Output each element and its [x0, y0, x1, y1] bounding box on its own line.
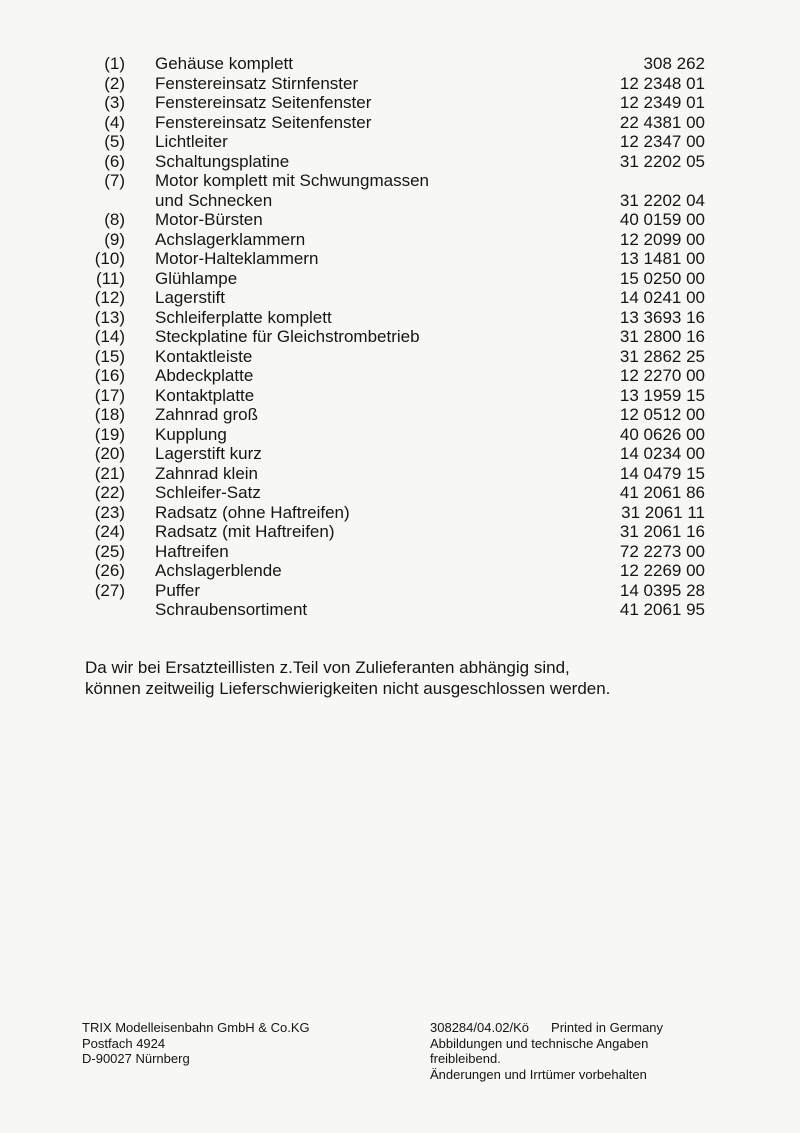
parts-row [0, 386, 800, 406]
parts-row [0, 132, 800, 152]
part-number: (21) [94, 463, 125, 483]
part-number: (17) [94, 385, 125, 405]
article-number: 31 2862 25 [619, 346, 705, 366]
article-number: 14 0479 15 [619, 463, 705, 483]
parts-row [0, 347, 800, 367]
company-address [82, 1020, 310, 1067]
parts-row [0, 366, 800, 386]
disclaimer-line-1: Abbildungen und technische Angaben [430, 1035, 649, 1051]
part-number: (5) [104, 132, 125, 151]
part-name: Lagerstift kurz [155, 444, 262, 463]
article-number: 41 2061 95 [619, 600, 705, 619]
part-name: Fenstereinsatz Stirnfenster [155, 73, 359, 93]
part-number: (12) [94, 288, 125, 307]
part-number: (3) [104, 93, 125, 112]
parts-row [0, 113, 800, 133]
part-number: (14) [94, 327, 125, 346]
parts-list [0, 54, 800, 620]
parts-row [0, 600, 800, 620]
article-number: 12 2347 00 [619, 132, 705, 151]
article-number: 13 1481 00 [619, 249, 705, 268]
article-number: 40 0159 00 [619, 210, 705, 229]
printed-in: Printed in Germany [551, 1020, 664, 1035]
part-number: (23) [94, 502, 125, 522]
part-name: Gehäuse komplett [155, 54, 293, 73]
print-info [430, 1020, 663, 1082]
part-name: Schleifer-Satz [155, 483, 261, 502]
article-number: 31 2800 16 [619, 327, 705, 346]
part-number: (1) [104, 54, 125, 73]
part-name: Fenstereinsatz Seitenfenster [155, 112, 372, 132]
part-name: Schleiferplatte komplett [155, 307, 332, 327]
part-name: Schaltungsplatine [155, 151, 290, 171]
parts-row [0, 152, 800, 172]
part-name: Kupplung [155, 424, 227, 444]
parts-row [0, 405, 800, 425]
notice-line-2: können zeitweilig Lieferschwierigkeiten nicht ausgeschlossen werden. [85, 679, 611, 698]
article-number: 31 2061 11 [621, 502, 705, 522]
parts-row [0, 191, 800, 211]
article-number: 13 1959 15 [619, 385, 705, 405]
part-name: Fenstereinsatz Seitenfenster [155, 93, 372, 112]
article-number: 12 2349 01 [619, 93, 705, 112]
article-number: 14 0241 00 [619, 288, 705, 307]
parts-row [0, 230, 800, 250]
parts-row [0, 308, 800, 328]
disclaimer-line-2: freibleibend. [430, 1051, 501, 1066]
part-name: Lagerstift [155, 288, 225, 307]
part-name: Kontaktleiste [155, 346, 253, 366]
part-number: (10) [94, 249, 125, 268]
article-number: 40 0626 00 [619, 424, 705, 444]
parts-row [0, 542, 800, 562]
part-name: Steckplatine für Gleichstrombetrieb [155, 327, 420, 346]
parts-row [0, 288, 800, 308]
parts-row [0, 522, 800, 542]
part-number: (20) [94, 444, 125, 463]
part-number: (6) [104, 151, 125, 171]
parts-row [0, 249, 800, 269]
part-name: Lichtleiter [155, 132, 228, 151]
part-number: (7) [104, 171, 125, 190]
article-number: 31 2061 16 [619, 522, 705, 541]
supply-notice [85, 657, 765, 699]
part-number: (2) [104, 73, 125, 93]
part-name: Zahnrad groß [155, 405, 258, 424]
article-number: 12 2270 00 [619, 366, 705, 385]
part-name: Zahnrad klein [155, 463, 259, 483]
parts-row [0, 581, 800, 601]
part-number: (4) [104, 112, 125, 132]
parts-row [0, 503, 800, 523]
part-name: Abdeckplatte [155, 366, 254, 385]
part-number: (15) [94, 346, 125, 366]
article-number: 14 0234 00 [619, 444, 705, 463]
part-name: Kontaktplatte [155, 385, 255, 405]
part-number: (27) [94, 580, 125, 600]
article-number: 15 0250 00 [619, 268, 705, 288]
part-name: Radsatz (mit Haftreifen) [155, 522, 335, 541]
parts-row [0, 464, 800, 484]
article-number: 41 2061 86 [619, 483, 705, 502]
part-name: und Schnecken [155, 190, 273, 210]
company-name: TRIX Modelleisenbahn GmbH & Co.KG [82, 1020, 310, 1035]
article-number: 13 3693 16 [619, 307, 705, 327]
company-city: D-90027 Nürnberg [82, 1051, 190, 1066]
part-number: (26) [94, 561, 125, 580]
article-number: 308 262 [643, 54, 705, 73]
parts-row [0, 327, 800, 347]
company-postbox: Postfach 4924 [82, 1035, 166, 1051]
article-number: 14 0395 28 [619, 580, 705, 600]
part-number: (11) [96, 268, 125, 288]
article-number: 31 2202 04 [619, 190, 705, 210]
parts-row [0, 171, 800, 191]
parts-row [0, 54, 800, 74]
notice-line-1: Da wir bei Ersatzteillisten z.Teil von Zulieferanten abhängig sind, [85, 658, 570, 677]
disclaimer-line-3: Änderungen und Irrtümer vorbehalten [430, 1066, 647, 1082]
part-name: Puffer [155, 580, 201, 600]
parts-row [0, 210, 800, 230]
part-number: (9) [104, 229, 125, 249]
part-name: Schraubensortiment [155, 600, 308, 619]
article-number: 12 2099 00 [619, 229, 705, 249]
part-name: Achslagerklammern [155, 229, 306, 249]
part-number: (16) [94, 366, 125, 385]
part-name: Glühlampe [155, 268, 238, 288]
article-number: 22 4381 00 [619, 112, 705, 132]
article-number: 12 2269 00 [619, 561, 705, 580]
parts-row [0, 483, 800, 503]
parts-row [0, 425, 800, 445]
part-name: Motor komplett mit Schwungmassen [155, 171, 429, 190]
article-number: 31 2202 05 [619, 151, 705, 171]
parts-row [0, 93, 800, 113]
article-number: 12 0512 00 [619, 405, 705, 424]
part-number: (13) [94, 307, 125, 327]
parts-row [0, 561, 800, 581]
part-number: (22) [94, 483, 125, 502]
document-code: 308284/04.02/Kö [430, 1020, 530, 1035]
parts-row [0, 74, 800, 94]
part-name: Motor-Halteklammern [155, 249, 319, 268]
parts-row [0, 444, 800, 464]
article-number: 72 2273 00 [619, 541, 705, 561]
part-number: (24) [94, 522, 125, 541]
part-number: (8) [104, 210, 125, 229]
part-name: Haftreifen [155, 541, 229, 561]
part-name: Motor-Bürsten [155, 210, 263, 229]
article-number: 12 2348 01 [619, 73, 705, 93]
parts-row [0, 269, 800, 289]
part-number: (19) [94, 424, 125, 444]
part-number: (25) [94, 541, 125, 561]
part-number: (18) [94, 405, 125, 424]
part-name: Radsatz (ohne Haftreifen) [155, 502, 350, 522]
part-name: Achslagerblende [155, 561, 282, 580]
